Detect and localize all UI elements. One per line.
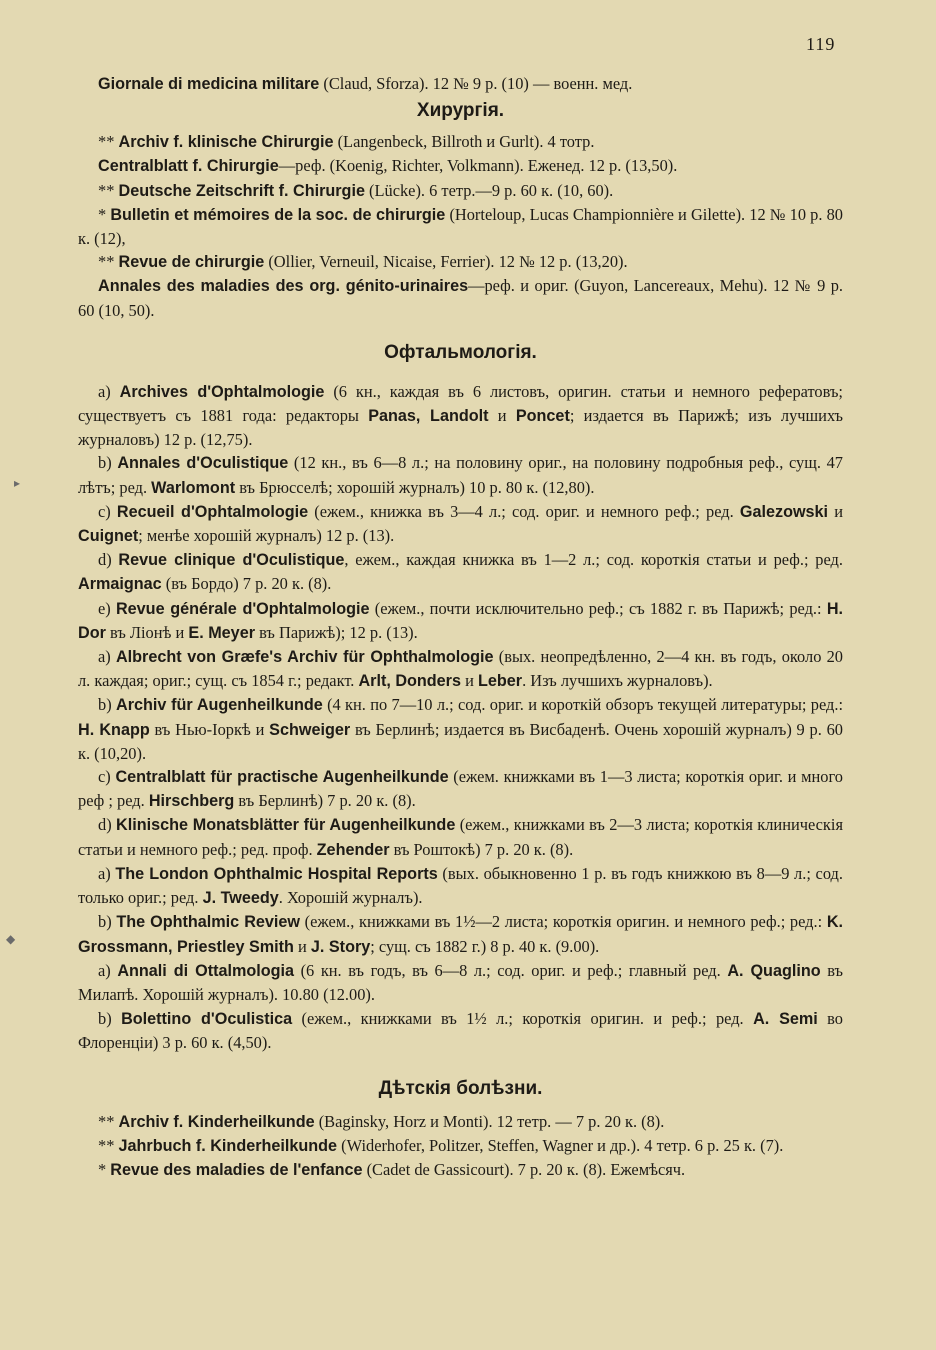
entry-oph-a1: a) Archives d'Ophtalmologie (6 кн., каждая въ 6 листовъ, оригин. статьи и немного рефератовъ; существуетъ съ 1881 года: редакторы Panas, Landolt и Poncet; издается въ Парижѣ; изъ лучшихъ журналовъ) 12 р. (12,75). [78, 381, 843, 450]
journal-title: Annali di Ottalmologia [117, 961, 295, 980]
editor-name: A. Semi [753, 1010, 818, 1029]
journal-title: The London Ophthalmic Hospital Reports [115, 864, 438, 883]
margin-mark-lower: ◆ [6, 932, 16, 946]
journal-title: Bolettino d'Oculistica [121, 1010, 293, 1029]
editor-name: A. Quaglino [727, 961, 821, 980]
journal-title: Annales des maladies des org. génito-urinaires [98, 277, 469, 296]
section-heading-surgery: Хирургія. [416, 100, 505, 122]
entry-annales-genito: Annales des maladies des org. génito-urinaires—реф. и ориг. (Guyon, Lancereaux, Mehu). 12 № 9 р. 60 (10, 50). [78, 276, 843, 320]
journal-title: Bulletin et mémoires de la soc. de chirurgie [110, 205, 446, 224]
section-heading-pediatrics: Дѣтскія болѣзни. [378, 1077, 543, 1099]
editor-name: Panas, Landolt [368, 407, 489, 426]
journal-title: Centralblatt f. Chirurgie [98, 157, 279, 176]
entry-archiv-klin-chir: ** Archiv f. klinische Chirurgie (Langenbeck, Billroth и Gurlt). 4 тотр. [98, 132, 595, 152]
editor-name: E. Meyer [188, 623, 255, 642]
journal-title: Archiv f. klinische Chirurgie [118, 133, 334, 152]
editor-name: Armaignac [78, 575, 162, 594]
journal-title: Giornale di medicina militare [98, 75, 320, 93]
entry-oph-d2: d) Klinische Monatsblätter für Augenheilkunde (ежем., книжками въ 2—3 листа; короткія клиническія статьи и немного реф.; ред. проф. Zehender въ Роштокѣ) 7 р. 20 к. (8). [78, 815, 843, 859]
journal-title: Annales d'Oculistique [117, 454, 289, 473]
entry-revue-chir: ** Revue de chirurgie (Ollier, Verneuil, Nicaise, Ferrier). 12 № 12 р. (13,20). [98, 252, 628, 272]
journal-title: Revue clinique d'Oculistique [118, 551, 345, 570]
entry-oph-a3: a) The London Ophthalmic Hospital Reports (вых. обыкновенно 1 р. въ годъ книжкою въ 8—9 л.; сод. только ориг.; ред. J. Tweedy. Хорошій журналъ). [78, 863, 843, 908]
journal-title: Recueil d'Ophtalmologie [116, 502, 309, 521]
entry-deutsche-zeitschrift: ** Deutsche Zeitschrift f. Chirurgie (Lücke). 6 тетр.—9 р. 60 к. (10, 60). [98, 180, 614, 200]
entry-oph-a4: a) Annali di Ottalmologia (6 кн. въ годъ, въ 6—8 л.; сод. ориг. и реф.; главный ред. A. Quaglino въ Милапѣ. Хорошій журналъ). 10.80 (12.00). [78, 960, 844, 1004]
editor-name: K. Grossmann, Priestley Smith [78, 913, 843, 956]
journal-title: The Ophthalmic Review [116, 913, 301, 932]
entry-oph-b4: b) Bolettino d'Oculistica (ежем., книжками въ 1½ л.; короткія оригин. и реф.; ред. A. Semi во Флоренціи) 3 р. 60 к. (4,50). [78, 1009, 843, 1053]
editor-name: H. Knapp [78, 720, 150, 739]
page-content [78, 72, 843, 1182]
entry-oph-e1: e) Revue générale d'Ophtalmologie (ежем., почти исключительно реф.; съ 1882 г. въ Парижѣ; ред.: H. Dor въ Ліонѣ и E. Meyer въ Парижѣ); 12 р. (13). [78, 598, 843, 642]
journal-title: Revue des maladies de l'enfance [110, 1160, 363, 1179]
editor-name: H. Dor [78, 599, 843, 642]
editor-name: Cuignet [78, 527, 139, 546]
editor-name: Zehender [316, 840, 390, 859]
editor-name: Hirschberg [148, 792, 235, 811]
journal-title: Archiv für Augenheilkunde [116, 696, 323, 715]
journal-title: Archiv f. Kinderheilkunde [118, 1112, 315, 1131]
entry-oph-c2: c) Centralblatt für practische Augenheilkunde (ежем. книжками въ 1—3 листа; короткія ориг. и много реф ; ред. Hirschberg въ Берлинѣ) 7 р. 20 к. (8). [78, 767, 843, 811]
entry-oph-b1: b) Annales d'Oculistique (12 кн., въ 6—8 л.; на половину ориг., на половину подробныя реф., сущ. 47 лѣтъ; ред. Warlomont въ Брюсселѣ; хорошій журналъ) 10 р. 80 к. (12,80). [78, 453, 843, 497]
journal-title: Revue générale d'Ophtalmologie [115, 599, 370, 618]
margin-mark-upper: ▸ [14, 476, 21, 490]
journal-title: Centralblatt für practische Augenheilkunde [115, 768, 449, 787]
entry-oph-c1: c) Recueil d'Ophtalmologie (ежем., книжка въ 3—4 л.; сод. ориг. и немного реф.; ред. Galezowski и Cuignet; менѣе хорошій журналъ) 12 р. (13). [78, 501, 843, 546]
editor-name: Schweiger [269, 720, 351, 739]
entry-oph-a2: a) Albrecht von Græfe's Archiv für Ophthalmologie (вых. неопредѣленно, 2—4 кн. въ годъ, около 20 л. каждая; ориг.; сущ. съ 1854 г.; редакт. Arlt, Donders и Leber. Изъ лучшихъ журналовъ). [78, 647, 843, 691]
journal-title: Archives d'Ophtalmologie [119, 382, 325, 401]
entry-bulletin-chir: * Bulletin et mémoires de la soc. de chirurgie (Horteloup, Lucas Championnière и Gilette). 12 № 10 р. 80 к. (12), [78, 204, 843, 249]
section-heading-ophthalmology: Офтальмологія. [384, 341, 537, 363]
ophthalmology-list [78, 380, 843, 1056]
entry-revue-enfance: * Revue des maladies de l'enfance (Cadet de Gassicourt). 7 р. 20 к. (8). Ежемѣсяч. [98, 1159, 686, 1179]
editor-name: J. Tweedy [202, 889, 279, 908]
editor-name: Leber [477, 672, 523, 691]
editor-name: Galezowski [739, 502, 829, 521]
entry-archiv-kinder: ** Archiv f. Kinderheilkunde (Baginsky, Horz и Monti). 12 тетр. — 7 р. 20 к. (8). [98, 1111, 665, 1131]
journal-title: Jahrbuch f. Kinderheilkunde [118, 1136, 338, 1155]
entry-oph-d1: d) Revue clinique d'Oculistique, ежем., каждая книжка въ 1—2 л.; сод. короткія статьи и реф.; ред. Armaignac (въ Бордо) 7 р. 20 к. (8). [78, 550, 843, 594]
entry-centralblatt-chir: Centralblatt f. Chirurgie—реф. (Koenig, Richter, Volkmann). Еженед. 12 р. (13,50). [98, 156, 678, 176]
page-number: 119 [806, 34, 836, 54]
journal-title: Albrecht von Græfe's Archiv für Ophthalmologie [115, 648, 494, 667]
editor-name: Warlomont [151, 478, 236, 497]
editor-name: J. Story [310, 937, 371, 956]
journal-title: Revue de chirurgie [118, 253, 265, 272]
entry-giornale: Giornale di medicina militare (Claud, Sforza). 12 № 9 р. (10) — военн. мед. [98, 74, 633, 93]
entry-oph-b3: b) The Ophthalmic Review (ежем., книжками въ 1½—2 листа; короткія оригин. и немного реф.; ред.: K. Grossmann, Priestley Smith и J. Story; сущ. съ 1882 г.) 8 р. 40 к. (9.00). [78, 912, 843, 956]
journal-title: Klinische Monatsblätter für Augenheilkunde [116, 816, 456, 835]
journal-title: Deutsche Zeitschrift f. Chirurgie [118, 181, 365, 200]
entry-jahrbuch-kinder: ** Jahrbuch f. Kinderheilkunde (Widerhofer, Politzer, Steffen, Wagner и др.). 4 тетр. 6 р. 25 к. (7). [98, 1135, 784, 1155]
editor-name: Arlt, Donders [358, 672, 461, 691]
editor-name: Poncet [515, 407, 570, 426]
entry-oph-b2: b) Archiv für Augenheilkunde (4 кн. по 7—10 л.; сод. ориг. и короткій обзоръ текущей литературы; ред.: H. Knapp въ Нью-Іоркѣ и Schweiger въ Берлинѣ; издается въ Висбаденѣ. Очень хорошій журналъ) 9 р. 60 к. (10,20). [78, 695, 843, 763]
